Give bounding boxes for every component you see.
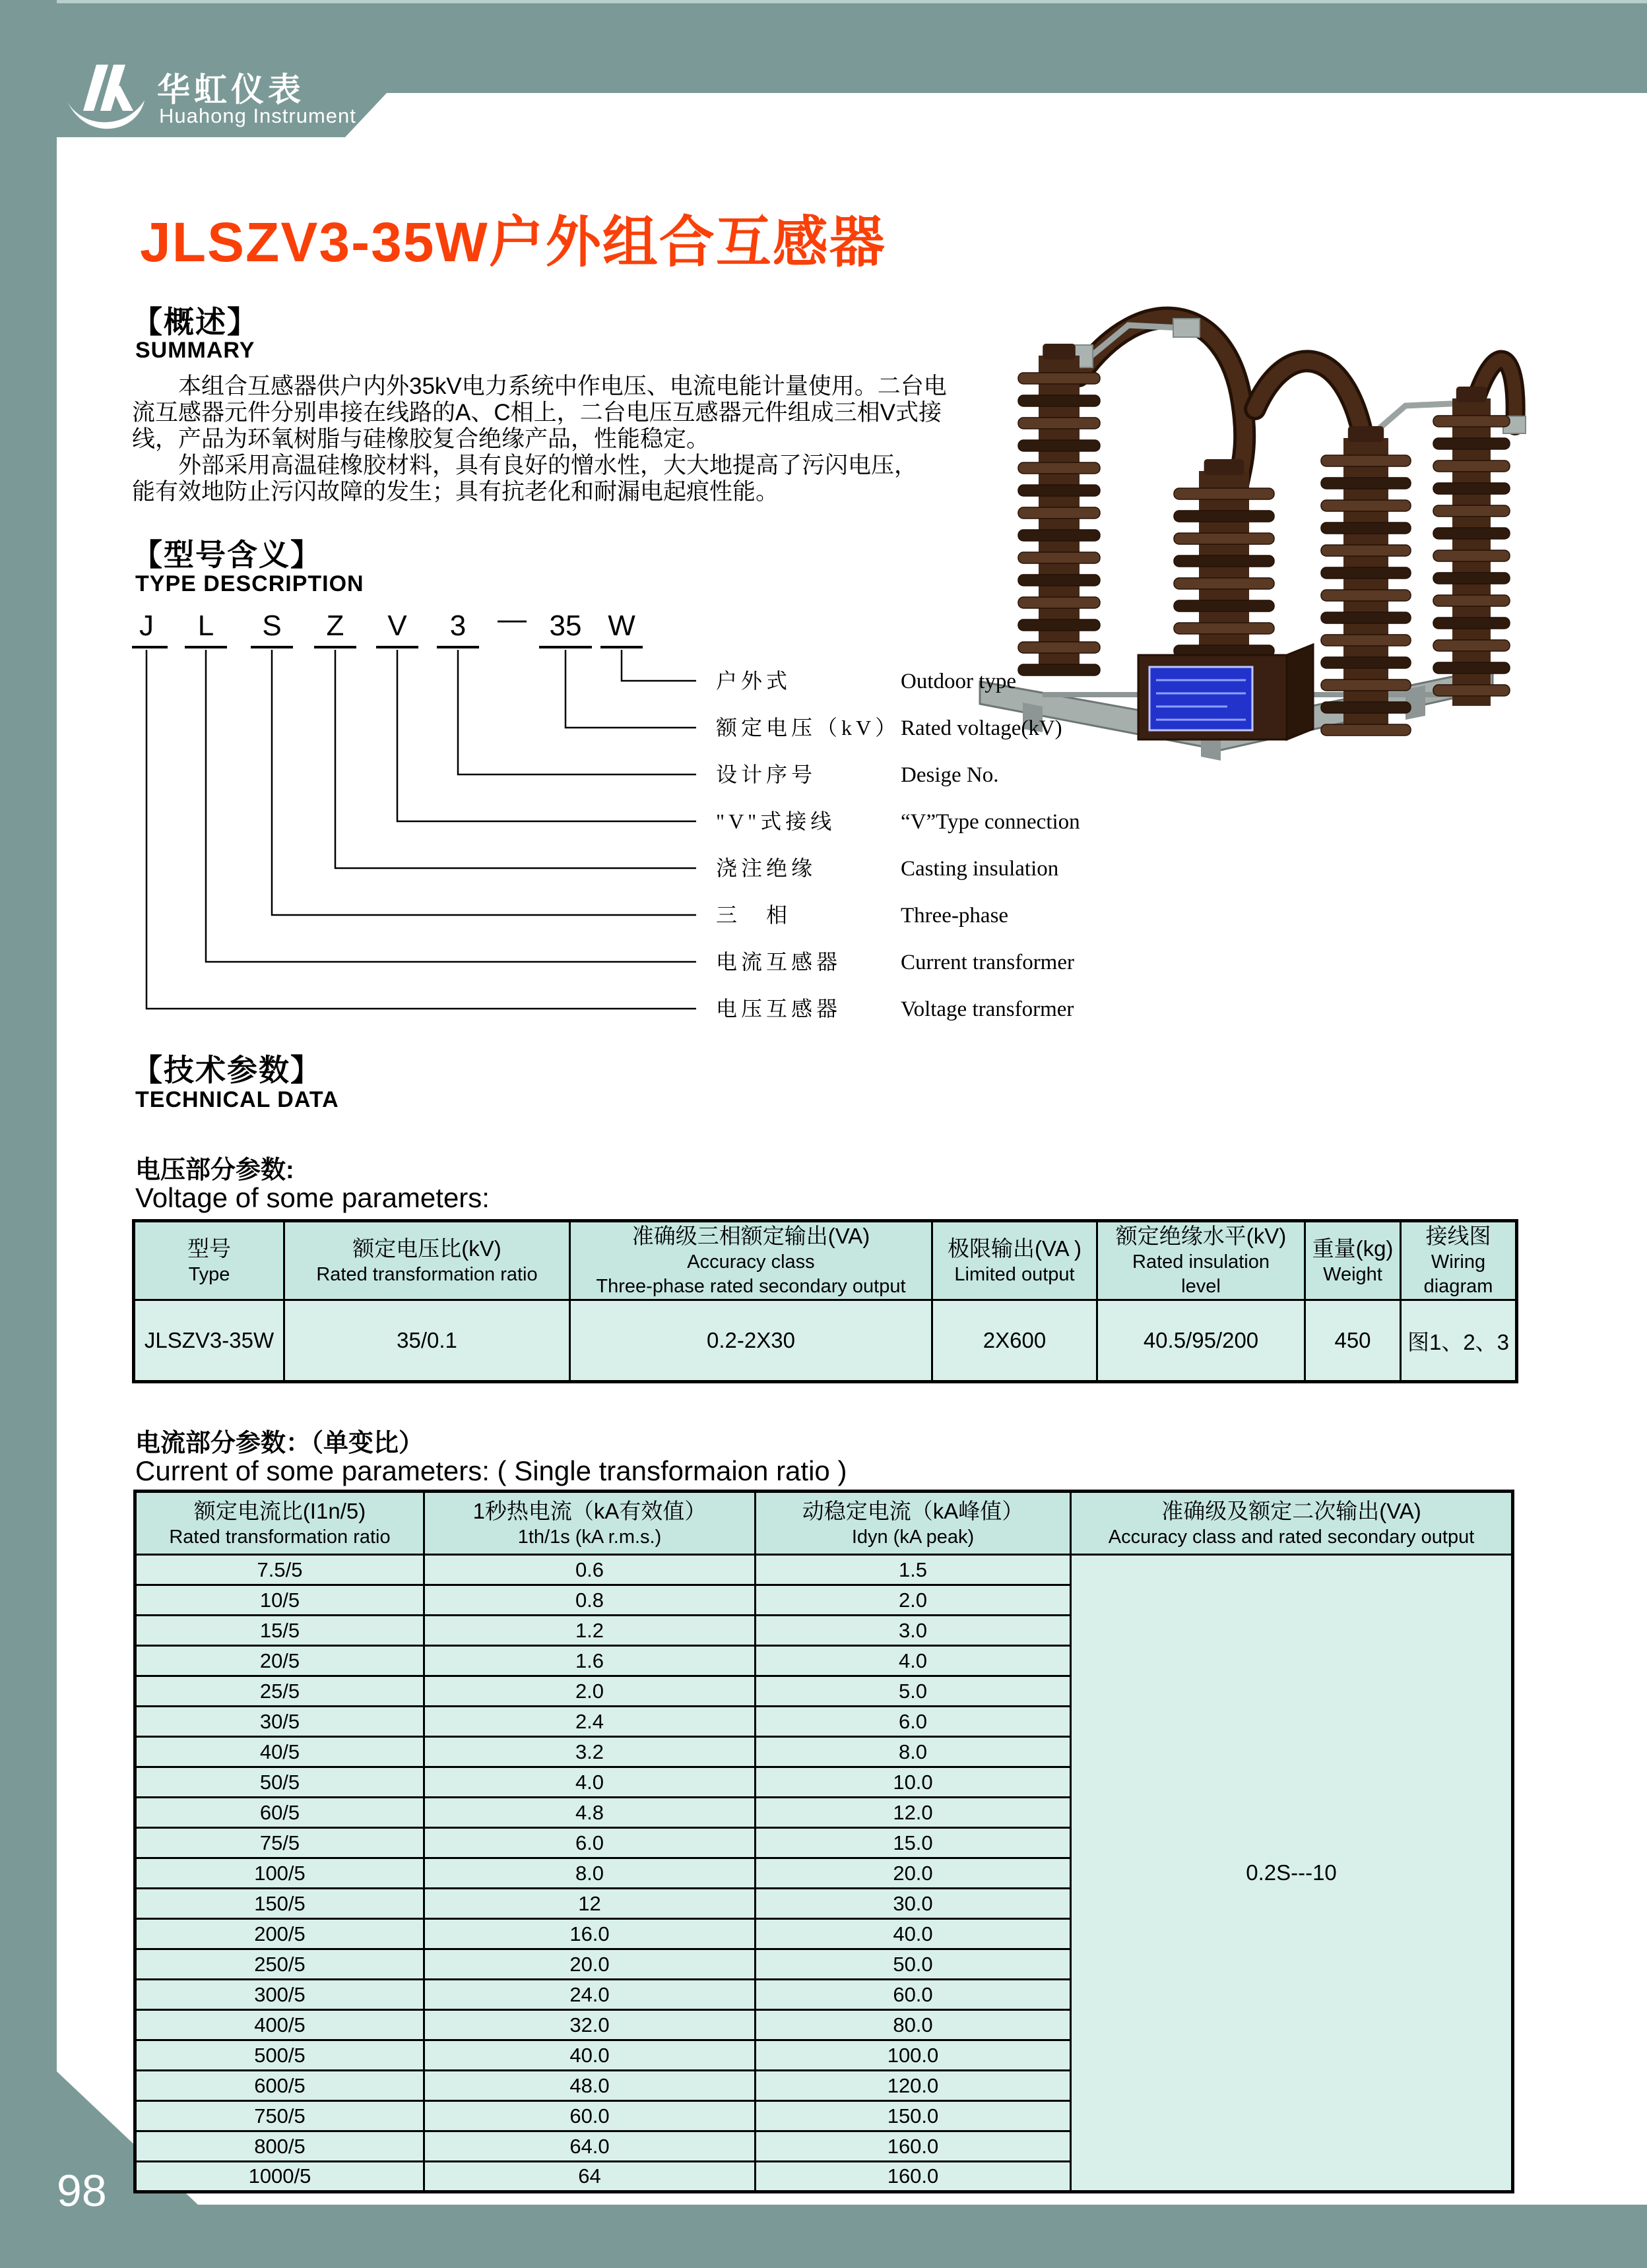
table-cell: 0.2-2X30	[570, 1300, 932, 1382]
table-cell: 64.0	[424, 2131, 756, 2162]
code-label-en: “V”Type connection	[901, 810, 1080, 834]
col-header: 1秒热电流（kA有效值） 1th/1s (kA r.m.s.)	[424, 1492, 756, 1555]
code-label-zh: 浇注绝缘	[716, 856, 817, 880]
table-cell: 4.8	[424, 1798, 756, 1828]
table-cell: 450	[1305, 1300, 1401, 1382]
logo-name-zh: 华虹仪表	[157, 71, 305, 108]
code-label-en: Current transformer	[901, 951, 1074, 974]
table-cell: 48.0	[424, 2071, 756, 2101]
code-label-en: Three-phase	[901, 904, 1009, 928]
table-cell: 20/5	[135, 1646, 424, 1676]
table-cell: 35/0.1	[284, 1300, 570, 1382]
voltage-parameters-table	[132, 1219, 1518, 1383]
col-header: 额定绝缘水平(kV) Rated insulation level	[1097, 1221, 1305, 1300]
summary-line: 外部采用高温硅橡胶材料，具有良好的憎水性，大大地提高了污闪电压，	[132, 453, 918, 478]
table-cell: 80.0	[756, 2010, 1071, 2040]
table-cell: 60.0	[756, 1980, 1071, 2010]
summary-line: 本组合互感器供户内外35kV电力系统中作电压、电流电能计量使用。二台电	[132, 373, 947, 399]
col-header: 重量(kg) Weight	[1305, 1221, 1401, 1300]
summary-heading-en: SUMMARY	[135, 338, 255, 363]
technical-heading-en: TECHNICAL DATA	[135, 1087, 339, 1112]
code-letter: L	[197, 610, 214, 642]
voltage-section-zh: 电压部分参数:	[135, 1156, 294, 1184]
table-cell: 160.0	[756, 2131, 1071, 2162]
table-cell: 图1、2、3	[1401, 1300, 1517, 1382]
current-parameters-table	[133, 1490, 1514, 2193]
table-cell: 3.2	[424, 1737, 756, 1767]
code-label-zh: 电流互感器	[716, 950, 842, 974]
table-header-row	[135, 1492, 1513, 1555]
table-cell: 2.0	[756, 1585, 1071, 1616]
type-heading-en: TYPE DESCRIPTION	[135, 571, 364, 596]
col-header: 准确级及额定二次输出(VA) Accuracy class and rated secondary output	[1071, 1492, 1513, 1555]
accuracy-merged-cell: 0.2S---10	[1071, 1555, 1513, 2192]
huahong-logo-icon	[65, 63, 147, 139]
table-cell: 120.0	[756, 2071, 1071, 2101]
table-cell: 40.0	[756, 1919, 1071, 1949]
table-cell: 10.0	[756, 1767, 1071, 1798]
table-cell: 500/5	[135, 2040, 424, 2071]
table-cell: JLSZV3-35W	[134, 1300, 284, 1382]
code-label-en: Casting insulation	[901, 857, 1059, 881]
table-cell: 2.0	[424, 1676, 756, 1707]
code-label-zh: 设计序号	[716, 763, 817, 786]
table-cell: 160.0	[756, 2162, 1071, 2192]
huahong-logo	[65, 63, 434, 142]
table-cell: 24.0	[424, 1980, 756, 2010]
table-cell: 5.0	[756, 1676, 1071, 1707]
table-cell: 2X600	[932, 1300, 1097, 1382]
table-cell: 200/5	[135, 1919, 424, 1949]
table-row	[134, 1300, 1517, 1382]
table-cell: 400/5	[135, 2010, 424, 2040]
code-letter: S	[262, 610, 282, 642]
code-letter: W	[608, 610, 635, 642]
page-number: 98	[57, 2166, 107, 2216]
code-letter: 35	[549, 610, 582, 642]
table-cell: 8.0	[756, 1737, 1071, 1767]
table-cell: 20.0	[424, 1949, 756, 1980]
code-letter: 3	[449, 610, 467, 642]
code-label-zh: 三 相	[716, 903, 792, 927]
table-cell: 32.0	[424, 2010, 756, 2040]
table-cell: 4.0	[424, 1767, 756, 1798]
code-letter: J	[139, 610, 154, 642]
table-cell: 150/5	[135, 1889, 424, 1919]
table-cell: 6.0	[756, 1707, 1071, 1737]
code-letter: Z	[326, 610, 344, 642]
table-cell: 7.5/5	[135, 1555, 424, 1585]
table-cell: 16.0	[424, 1919, 756, 1949]
code-label-zh: "V"式接线	[716, 809, 836, 833]
table-cell: 25/5	[135, 1676, 424, 1707]
table-cell: 12.0	[756, 1798, 1071, 1828]
table-cell: 1.2	[424, 1616, 756, 1646]
code-label-en: Desige No.	[901, 763, 999, 787]
page-title: JLSZV3-35W户外组合互感器	[140, 211, 886, 273]
col-header: 型号 Type	[134, 1221, 284, 1300]
table-cell: 8.0	[424, 1858, 756, 1889]
table-cell: 600/5	[135, 2071, 424, 2101]
table-cell: 15.0	[756, 1828, 1071, 1858]
table-cell: 64	[424, 2162, 756, 2192]
table-cell: 60/5	[135, 1798, 424, 1828]
logo-name-en: Huahong Instrument	[159, 104, 356, 127]
table-cell: 4.0	[756, 1646, 1071, 1676]
table-cell: 75/5	[135, 1828, 424, 1858]
table-cell: 2.4	[424, 1707, 756, 1737]
summary-heading-zh: 【概述】	[132, 305, 259, 339]
table-cell: 0.6	[424, 1555, 756, 1585]
summary-paragraph	[132, 373, 947, 505]
table-cell: 40.5/95/200	[1097, 1300, 1305, 1382]
current-section-en: Current of some parameters: ( Single transformaion ratio )	[135, 1455, 847, 1486]
type-code-diagram	[132, 597, 1293, 1036]
code-dash: —	[498, 603, 527, 635]
code-label-zh: 户外式	[716, 669, 792, 693]
col-header: 额定电流比(I1n/5) Rated transformation ratio	[135, 1492, 424, 1555]
table-cell: 50/5	[135, 1767, 424, 1798]
table-cell: 3.0	[756, 1616, 1071, 1646]
table-cell: 1000/5	[135, 2162, 424, 2192]
col-header: 极限输出(VA ) Limited output	[932, 1221, 1097, 1300]
code-letter: V	[387, 610, 407, 642]
table-cell: 10/5	[135, 1585, 424, 1616]
technical-heading-zh: 【技术参数】	[132, 1053, 322, 1087]
voltage-section-en: Voltage of some parameters:	[135, 1182, 490, 1213]
type-heading-zh: 【型号含义】	[132, 538, 322, 572]
col-header: 准确级三相额定输出(VA) Accuracy class Three-phase rated secondary output	[570, 1221, 932, 1300]
table-row	[135, 1555, 1513, 1585]
code-label-zh: 额定电压（kV）	[716, 716, 901, 740]
current-section-zh: 电流部分参数：（单变比）	[135, 1430, 424, 1457]
summary-line: 线，产品为环氧树脂与硅橡胶复合绝缘产品，性能稳定。	[132, 426, 710, 452]
code-label-en: Outdoor type	[901, 670, 1017, 693]
table-header-row	[134, 1221, 1517, 1300]
table-cell: 6.0	[424, 1828, 756, 1858]
table-cell: 40.0	[424, 2040, 756, 2071]
table-cell: 12	[424, 1889, 756, 1919]
code-label-en: Rated voltage(kV)	[901, 716, 1062, 740]
table-cell: 1.6	[424, 1646, 756, 1676]
table-cell: 800/5	[135, 2131, 424, 2162]
summary-line: 流互感器元件分别串接在线路的A、C相上，二台电压互感器元件组成三相V式接	[132, 400, 942, 425]
table-cell: 0.8	[424, 1585, 756, 1616]
code-label-en: Voltage transformer	[901, 997, 1074, 1021]
table-cell: 20.0	[756, 1858, 1071, 1889]
col-header: 动稳定电流（kA峰值） Idyn (kA peak)	[756, 1492, 1071, 1555]
table-cell: 750/5	[135, 2101, 424, 2131]
table-cell: 30.0	[756, 1889, 1071, 1919]
table-cell: 250/5	[135, 1949, 424, 1980]
table-cell: 30/5	[135, 1707, 424, 1737]
col-header: 接线图 Wiring diagram	[1401, 1221, 1517, 1300]
table-cell: 50.0	[756, 1949, 1071, 1980]
table-cell: 300/5	[135, 1980, 424, 2010]
table-cell: 150.0	[756, 2101, 1071, 2131]
table-cell: 1.5	[756, 1555, 1071, 1585]
code-label-zh: 电压互感器	[716, 997, 842, 1021]
summary-line: 能有效地防止污闪故障的发生；具有抗老化和耐漏电起痕性能。	[132, 479, 779, 505]
table-cell: 100.0	[756, 2040, 1071, 2071]
col-header: 额定电压比(kV) Rated transformation ratio	[284, 1221, 570, 1300]
table-cell: 40/5	[135, 1737, 424, 1767]
table-cell: 15/5	[135, 1616, 424, 1646]
table-cell: 60.0	[424, 2101, 756, 2131]
table-cell: 100/5	[135, 1858, 424, 1889]
